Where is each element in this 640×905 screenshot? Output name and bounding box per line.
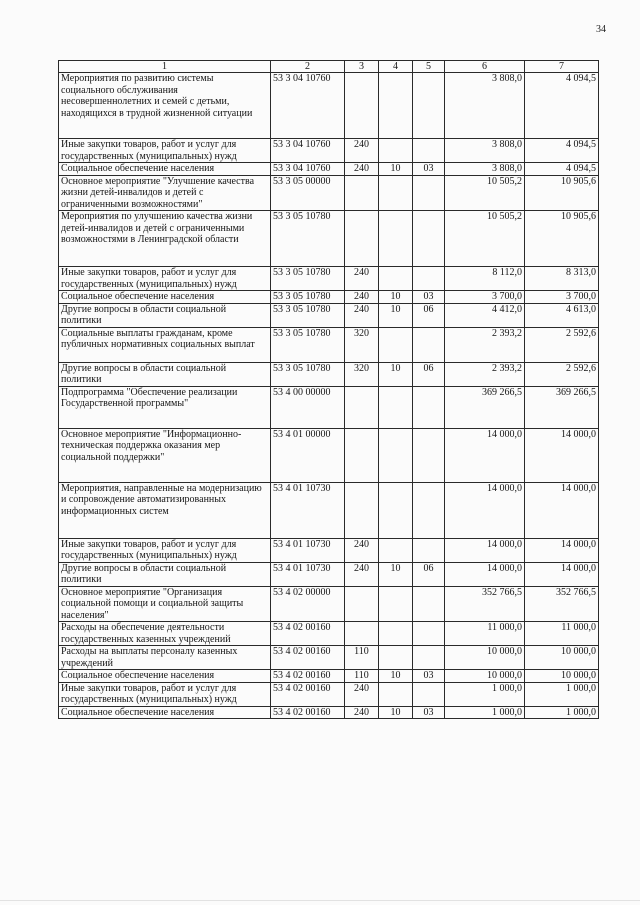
cell-col7: 14 000,0 xyxy=(525,482,599,538)
cell-col4 xyxy=(379,267,413,291)
cell-col7: 14 000,0 xyxy=(525,428,599,482)
table-row xyxy=(59,538,599,562)
column-header-4: 4 xyxy=(379,61,413,73)
cell-col3 xyxy=(345,386,379,428)
cell-name: Мероприятия, направленные на модернизацию и сопровождение автоматизированных информационных систем xyxy=(59,482,271,538)
cell-col7: 4 094,5 xyxy=(525,163,599,176)
cell-col4 xyxy=(379,646,413,670)
cell-col4 xyxy=(379,682,413,706)
cell-code: 53 4 02 00160 xyxy=(271,706,345,719)
cell-col7: 2 592,6 xyxy=(525,362,599,386)
cell-code: 53 4 02 00160 xyxy=(271,682,345,706)
cell-code: 53 3 04 10760 xyxy=(271,73,345,139)
column-header-5: 5 xyxy=(413,61,445,73)
cell-col7: 4 094,5 xyxy=(525,73,599,139)
cell-col4 xyxy=(379,482,413,538)
cell-col5: 06 xyxy=(413,362,445,386)
cell-col5 xyxy=(413,267,445,291)
cell-code: 53 4 01 00000 xyxy=(271,428,345,482)
cell-code: 53 4 02 00160 xyxy=(271,646,345,670)
table-row xyxy=(59,291,599,304)
cell-col4 xyxy=(379,386,413,428)
cell-col6: 352 766,5 xyxy=(445,586,525,622)
cell-col5 xyxy=(413,646,445,670)
cell-name: Расходы на выплаты персоналу казенных учреждений xyxy=(59,646,271,670)
cell-name: Иные закупки товаров, работ и услуг для государственных (муниципальных) нужд xyxy=(59,139,271,163)
cell-col7: 10 905,6 xyxy=(525,211,599,267)
cell-col5: 06 xyxy=(413,562,445,586)
cell-col7: 369 266,5 xyxy=(525,386,599,428)
cell-col6: 10 000,0 xyxy=(445,670,525,683)
cell-col6: 1 000,0 xyxy=(445,706,525,719)
cell-col3: 320 xyxy=(345,327,379,362)
cell-code: 53 3 04 10760 xyxy=(271,163,345,176)
cell-col4: 10 xyxy=(379,562,413,586)
cell-col4 xyxy=(379,73,413,139)
cell-col6: 14 000,0 xyxy=(445,538,525,562)
cell-code: 53 4 02 00000 xyxy=(271,586,345,622)
cell-col6: 1 000,0 xyxy=(445,682,525,706)
cell-col3 xyxy=(345,175,379,211)
cell-col5 xyxy=(413,327,445,362)
cell-col6: 8 112,0 xyxy=(445,267,525,291)
cell-col3: 240 xyxy=(345,163,379,176)
page-bottom-edge xyxy=(0,900,640,901)
cell-col3: 240 xyxy=(345,706,379,719)
cell-col7: 4 094,5 xyxy=(525,139,599,163)
cell-col4: 10 xyxy=(379,163,413,176)
cell-col5: 03 xyxy=(413,706,445,719)
table-row xyxy=(59,267,599,291)
table-row xyxy=(59,386,599,428)
cell-col5 xyxy=(413,428,445,482)
cell-col3 xyxy=(345,428,379,482)
cell-col3 xyxy=(345,482,379,538)
table-row xyxy=(59,428,599,482)
cell-col6: 2 393,2 xyxy=(445,362,525,386)
cell-col5 xyxy=(413,586,445,622)
column-header-2: 2 xyxy=(271,61,345,73)
table-row xyxy=(59,175,599,211)
cell-col3: 240 xyxy=(345,267,379,291)
table-row xyxy=(59,327,599,362)
cell-col5 xyxy=(413,139,445,163)
table-row xyxy=(59,139,599,163)
column-header-6: 6 xyxy=(445,61,525,73)
cell-name: Подпрограмма "Обеспечение реализации Государственной программы" xyxy=(59,386,271,428)
cell-col6: 3 700,0 xyxy=(445,291,525,304)
cell-code: 53 3 05 10780 xyxy=(271,327,345,362)
cell-col6: 3 808,0 xyxy=(445,73,525,139)
cell-code: 53 3 05 10780 xyxy=(271,211,345,267)
cell-code: 53 3 05 10780 xyxy=(271,267,345,291)
table-row xyxy=(59,562,599,586)
cell-name: Иные закупки товаров, работ и услуг для государственных (муниципальных) нужд xyxy=(59,538,271,562)
cell-name: Другие вопросы в области социальной политики xyxy=(59,562,271,586)
cell-col7: 1 000,0 xyxy=(525,682,599,706)
cell-col3 xyxy=(345,622,379,646)
cell-code: 53 4 01 10730 xyxy=(271,482,345,538)
cell-col4: 10 xyxy=(379,303,413,327)
cell-col5 xyxy=(413,538,445,562)
cell-col7: 1 000,0 xyxy=(525,706,599,719)
table-body xyxy=(59,73,599,719)
cell-col5 xyxy=(413,386,445,428)
cell-col7: 352 766,5 xyxy=(525,586,599,622)
cell-col7: 8 313,0 xyxy=(525,267,599,291)
budget-table xyxy=(58,60,599,719)
page-number: 34 xyxy=(596,24,606,35)
cell-col6: 10 505,2 xyxy=(445,175,525,211)
cell-code: 53 3 05 10780 xyxy=(271,291,345,304)
cell-col3: 240 xyxy=(345,139,379,163)
cell-name: Иные закупки товаров, работ и услуг для государственных (муниципальных) нужд xyxy=(59,267,271,291)
cell-code: 53 3 05 10780 xyxy=(271,303,345,327)
cell-code: 53 4 02 00160 xyxy=(271,622,345,646)
cell-code: 53 4 01 10730 xyxy=(271,562,345,586)
cell-code: 53 3 05 10780 xyxy=(271,362,345,386)
table-row xyxy=(59,303,599,327)
cell-col3: 240 xyxy=(345,303,379,327)
cell-col6: 3 808,0 xyxy=(445,139,525,163)
cell-col6: 11 000,0 xyxy=(445,622,525,646)
column-header-7: 7 xyxy=(525,61,599,73)
table-row xyxy=(59,362,599,386)
cell-col5 xyxy=(413,73,445,139)
table-header-row xyxy=(59,61,599,73)
cell-col3: 240 xyxy=(345,562,379,586)
cell-col5 xyxy=(413,622,445,646)
cell-col5: 06 xyxy=(413,303,445,327)
table-row xyxy=(59,482,599,538)
cell-code: 53 4 01 10730 xyxy=(271,538,345,562)
cell-name: Расходы на обеспечение деятельности государственных казенных учреждений xyxy=(59,622,271,646)
cell-col3 xyxy=(345,586,379,622)
cell-name: Мероприятия по улучшению качества жизни детей-инвалидов и детей с ограниченными возможностями в Ленинградской области xyxy=(59,211,271,267)
cell-col3 xyxy=(345,211,379,267)
cell-col4 xyxy=(379,175,413,211)
cell-col7: 2 592,6 xyxy=(525,327,599,362)
table-row xyxy=(59,646,599,670)
cell-name: Другие вопросы в области социальной политики xyxy=(59,362,271,386)
cell-col3: 110 xyxy=(345,646,379,670)
cell-col4: 10 xyxy=(379,291,413,304)
cell-name: Социальное обеспечение населения xyxy=(59,670,271,683)
cell-col7: 4 613,0 xyxy=(525,303,599,327)
cell-col7: 11 000,0 xyxy=(525,622,599,646)
cell-name: Социальное обеспечение населения xyxy=(59,163,271,176)
cell-col6: 3 808,0 xyxy=(445,163,525,176)
cell-col4 xyxy=(379,211,413,267)
cell-col3: 240 xyxy=(345,682,379,706)
cell-col5 xyxy=(413,682,445,706)
cell-col6: 14 000,0 xyxy=(445,482,525,538)
cell-col6: 14 000,0 xyxy=(445,428,525,482)
cell-col7: 14 000,0 xyxy=(525,538,599,562)
cell-col6: 10 000,0 xyxy=(445,646,525,670)
cell-name: Основное мероприятие "Информационно-техническая поддержка оказания мер социальной поддержки" xyxy=(59,428,271,482)
cell-col7: 10 000,0 xyxy=(525,670,599,683)
cell-col4 xyxy=(379,327,413,362)
cell-name: Иные закупки товаров, работ и услуг для государственных (муниципальных) нужд xyxy=(59,682,271,706)
cell-col3: 240 xyxy=(345,538,379,562)
cell-col4: 10 xyxy=(379,670,413,683)
cell-col4: 10 xyxy=(379,706,413,719)
table-row xyxy=(59,586,599,622)
table-row xyxy=(59,163,599,176)
cell-col6: 14 000,0 xyxy=(445,562,525,586)
column-header-1: 1 xyxy=(59,61,271,73)
cell-col4 xyxy=(379,622,413,646)
cell-col7: 10 000,0 xyxy=(525,646,599,670)
cell-col5: 03 xyxy=(413,670,445,683)
cell-col6: 369 266,5 xyxy=(445,386,525,428)
table-row xyxy=(59,73,599,139)
cell-col4 xyxy=(379,139,413,163)
cell-col4 xyxy=(379,428,413,482)
cell-name: Другие вопросы в области социальной политики xyxy=(59,303,271,327)
table-row xyxy=(59,682,599,706)
cell-code: 53 3 04 10760 xyxy=(271,139,345,163)
column-header-3: 3 xyxy=(345,61,379,73)
table-row xyxy=(59,211,599,267)
table-row xyxy=(59,706,599,719)
cell-name: Социальные выплаты гражданам, кроме публичных нормативных социальных выплат xyxy=(59,327,271,362)
table-row xyxy=(59,670,599,683)
cell-name: Социальное обеспечение населения xyxy=(59,706,271,719)
cell-code: 53 4 02 00160 xyxy=(271,670,345,683)
cell-col4 xyxy=(379,538,413,562)
cell-col3: 320 xyxy=(345,362,379,386)
cell-col3: 110 xyxy=(345,670,379,683)
cell-name: Основное мероприятие "Улучшение качества жизни детей-инвалидов и детей с ограниченными возможностями" xyxy=(59,175,271,211)
cell-name: Социальное обеспечение населения xyxy=(59,291,271,304)
cell-col7: 14 000,0 xyxy=(525,562,599,586)
cell-col6: 2 393,2 xyxy=(445,327,525,362)
cell-col4: 10 xyxy=(379,362,413,386)
cell-col5 xyxy=(413,211,445,267)
cell-col7: 3 700,0 xyxy=(525,291,599,304)
cell-col7: 10 905,6 xyxy=(525,175,599,211)
cell-col5 xyxy=(413,482,445,538)
cell-col3 xyxy=(345,73,379,139)
cell-col5: 03 xyxy=(413,291,445,304)
cell-col6: 4 412,0 xyxy=(445,303,525,327)
cell-name: Основное мероприятие "Организация социальной помощи и социальной защиты населения" xyxy=(59,586,271,622)
cell-code: 53 3 05 00000 xyxy=(271,175,345,211)
cell-code: 53 4 00 00000 xyxy=(271,386,345,428)
cell-col3: 240 xyxy=(345,291,379,304)
cell-col5 xyxy=(413,175,445,211)
cell-col4 xyxy=(379,586,413,622)
table-row xyxy=(59,622,599,646)
cell-col5: 03 xyxy=(413,163,445,176)
cell-name: Мероприятия по развитию системы социального обслуживания несовершеннолетних и семей с детьми, находящихся в трудной жизненной ситуации xyxy=(59,73,271,139)
cell-col6: 10 505,2 xyxy=(445,211,525,267)
